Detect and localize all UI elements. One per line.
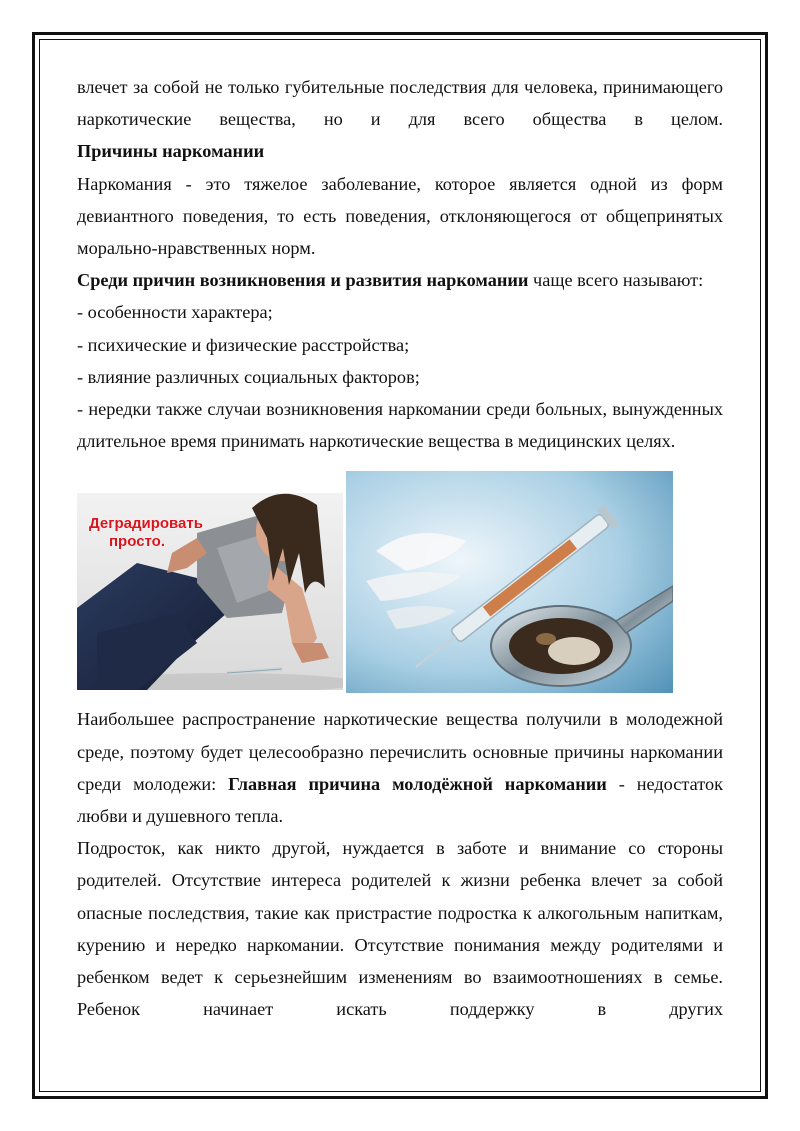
list-item-cause-2: - психические и физические расстройства; — [77, 334, 410, 355]
list-item-cause-4: - нередки также случаи возникновения наркомании среди больных, вынужденных длительное время принимать наркотические вещества в медицинских целях. — [77, 399, 723, 452]
causes-lead-rest: чаще всего называют: — [528, 270, 704, 291]
paragraph-youth — [77, 703, 723, 832]
causes-lead-bold: Среди причин возникновения и развития наркомании — [77, 270, 529, 291]
paragraph-causes-lead — [77, 264, 723, 296]
youth-rest: - недостаток любви и душевного тепла. — [77, 773, 723, 827]
paragraph-definition: Наркомания - это тяжелое заболевание, которое является одной из форм девиантного поведения, то есть поведения, отклоняющегося от общепринятых морально-нравственных норм. — [77, 173, 723, 259]
illustrations-row — [77, 471, 723, 693]
list-item-cause-1: - особенности характера; — [77, 302, 273, 323]
poster-caption-line2: просто. — [109, 533, 166, 551]
youth-text: Наибольшее распространение наркотические вещества получили в молодежной среде, поэтому будет целесообразно перечислить основные причины наркомании среди молодежи: — [77, 709, 723, 794]
syringe-spoon-illustration — [346, 471, 673, 693]
list-item-cause-3: - влияние различных социальных факторов; — [77, 366, 420, 387]
poster-illustration — [77, 493, 343, 690]
poster-image — [77, 493, 343, 690]
section-heading-causes: Причины наркомании — [77, 141, 265, 162]
paragraph-teen: Подросток, как никто другой, нуждается в заботе и внимание со стороны родителей. Отсутствие интереса родителей к жизни ребенка влечет за собой опасные последствия, такие как пристрастие подростка к алкогольным напиткам, курению и нередко наркомании. Отсутствие понимания между родителями и ребенком ведет к серьезнейшим изменениям во взаимоотношениях в семье. Ребенок начинает искать поддержку в других — [77, 838, 723, 1020]
syringe-spoon-image — [346, 471, 673, 693]
youth-bold: Главная причина молодёжной наркомании — [228, 773, 607, 794]
poster-caption-line1: Деградировать — [89, 515, 203, 533]
paragraph-intro-continuation: влечет за собой не только губительные последствия для человека, принимающего наркотические вещества, но и для всего общества в целом. — [77, 77, 723, 130]
document-body — [77, 71, 723, 1025]
